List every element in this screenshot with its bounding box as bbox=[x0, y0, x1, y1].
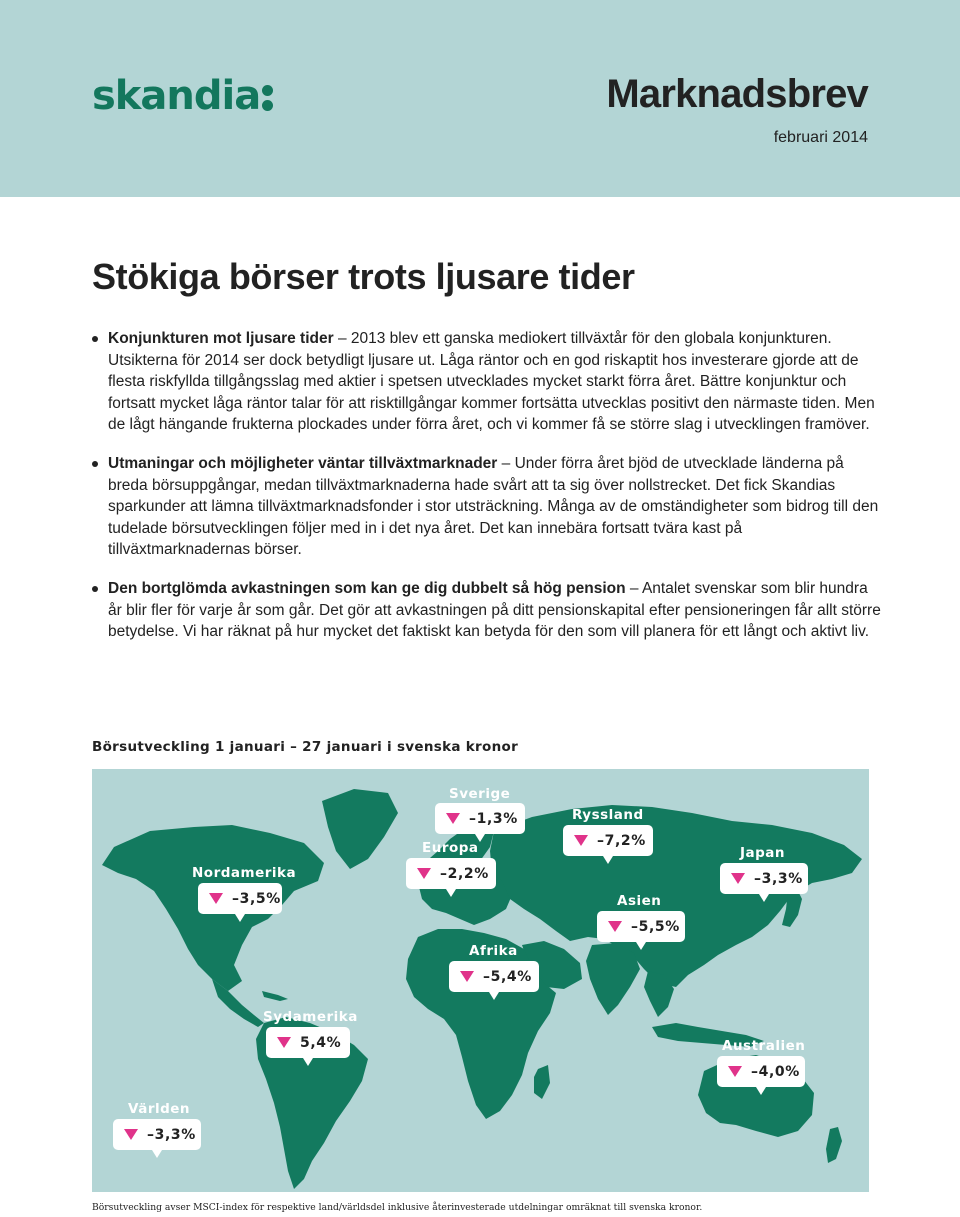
madagascar-shape bbox=[534, 1065, 550, 1099]
region-name: Australien bbox=[722, 1038, 806, 1054]
region-value-bubble bbox=[198, 883, 282, 914]
region-value-bubble bbox=[720, 863, 808, 894]
map-heading: Börsutveckling 1 januari – 27 januari i svenska kronor bbox=[92, 739, 519, 755]
summary-item-text: – Under förra året bjöd de utvecklade länderna på breda börsuppgångar, medan tillväxtmarknaderna hade svårt att ta sig över nollstrecket. Det fick Skandias sparkunder att lämna tillväxtmarknadsfonder i stor utsträckning. Många av de omständigheter som bidrog till den tudelade börsutvecklingen följer med in i det nya året. Det kan innebära fortsatt tvära kast på tillväxtmarknadernas börser. bbox=[108, 454, 879, 559]
region-name: Afrika bbox=[469, 943, 518, 959]
down-arrow-icon bbox=[608, 921, 622, 932]
region-value: –1,3% bbox=[469, 810, 518, 827]
region-value: –5,4% bbox=[483, 968, 532, 985]
region-value-bubble bbox=[449, 961, 539, 992]
brand-logo: skandia bbox=[92, 73, 261, 119]
central-america-shape bbox=[212, 979, 264, 1027]
new-zealand-shape bbox=[826, 1127, 842, 1163]
region-name: Nordamerika bbox=[192, 865, 297, 881]
down-arrow-icon bbox=[460, 971, 474, 982]
region-value: 5,4% bbox=[300, 1034, 342, 1051]
region-value-bubble bbox=[113, 1119, 201, 1150]
summary-item-text: – 2013 blev ett ganska mediokert tillväxtår för den globala konjunkturen. Utsikterna för 2014 ser dock betydligt ljusare ut. Låga räntor och en god riskaptit hos investerare gjorde att de flesta riskfyllda tillgångsslag med aktier i spetsen utvecklades mycket starkt förra året. Bättre konjunktur och fortsatt mycket låga räntor talar för att risktillgångar kommer fortsätta utvecklas positivt den närmaste tiden. Men de lågt hängande frukterna plockades under förra året, och vi kommer få se större slag i utvecklingen framöver. bbox=[108, 330, 875, 434]
region-name: Sydamerika bbox=[263, 1009, 358, 1025]
summary-item bbox=[92, 328, 882, 436]
region-name: Ryssland bbox=[572, 807, 644, 823]
region-value: –4,0% bbox=[751, 1063, 800, 1080]
region-value-bubble bbox=[435, 803, 525, 834]
region-name: Sverige bbox=[449, 786, 511, 802]
region-value-bubble bbox=[597, 911, 685, 942]
summary-item bbox=[92, 453, 882, 561]
summary-list bbox=[92, 328, 882, 643]
down-arrow-icon bbox=[446, 813, 460, 824]
down-arrow-icon bbox=[277, 1037, 291, 1048]
summary-item-text: – Antalet svenskar som blir hundra år blir fler för varje år som går. Det gör att avkastningen på ditt pensionskapital efter pensioneringen får allt större betydelse. Vi har räknat på hur mycket det faktiskt kan betyda för den som vill planera för ett långt och aktivt liv. bbox=[108, 579, 881, 641]
down-arrow-icon bbox=[417, 868, 431, 879]
down-arrow-icon bbox=[124, 1129, 138, 1140]
region-value: –5,5% bbox=[631, 918, 680, 935]
region-name: Världen bbox=[128, 1101, 191, 1117]
region-value: –3,3% bbox=[147, 1126, 196, 1143]
region-value: –3,5% bbox=[232, 890, 281, 907]
down-arrow-icon bbox=[574, 835, 588, 846]
down-arrow-icon bbox=[728, 1066, 742, 1077]
map-footnote: Börsutveckling avser MSCI-index för respektive land/världsdel inklusive återinvesterade utdelningar omräknat till svenska kronor. bbox=[92, 1202, 703, 1213]
region-value: –3,3% bbox=[754, 870, 803, 887]
caribbean-shape bbox=[262, 991, 288, 1001]
down-arrow-icon bbox=[209, 893, 223, 904]
newsletter-date: februari 2014 bbox=[773, 129, 868, 146]
region-value-bubble bbox=[406, 858, 496, 889]
summary-item-lead: Konjunkturen mot ljusare tider bbox=[108, 330, 334, 347]
region-name: Japan bbox=[740, 845, 786, 861]
region-value-bubble bbox=[563, 825, 653, 856]
region-value: –7,2% bbox=[597, 832, 646, 849]
region-value-bubble bbox=[717, 1056, 805, 1087]
india-shape bbox=[586, 943, 640, 1015]
greenland-shape bbox=[322, 789, 398, 869]
region-value-bubble bbox=[266, 1027, 350, 1058]
summary-item-lead: Utmaningar och möjligheter väntar tillväxtmarknader bbox=[108, 454, 498, 472]
down-arrow-icon bbox=[731, 873, 745, 884]
region-name: Europa bbox=[422, 840, 479, 856]
summary-item-lead: Den bortglömda avkastningen som kan ge dig dubbelt så hög pension bbox=[108, 579, 626, 597]
article-title: Stökiga börser trots ljusare tider bbox=[92, 256, 635, 297]
brand-logo-mark bbox=[262, 85, 273, 111]
summary-item bbox=[92, 578, 882, 643]
region-value: –2,2% bbox=[440, 865, 489, 882]
region-name: Asien bbox=[617, 893, 662, 909]
newsletter-title: Marknadsbrev bbox=[606, 72, 868, 116]
